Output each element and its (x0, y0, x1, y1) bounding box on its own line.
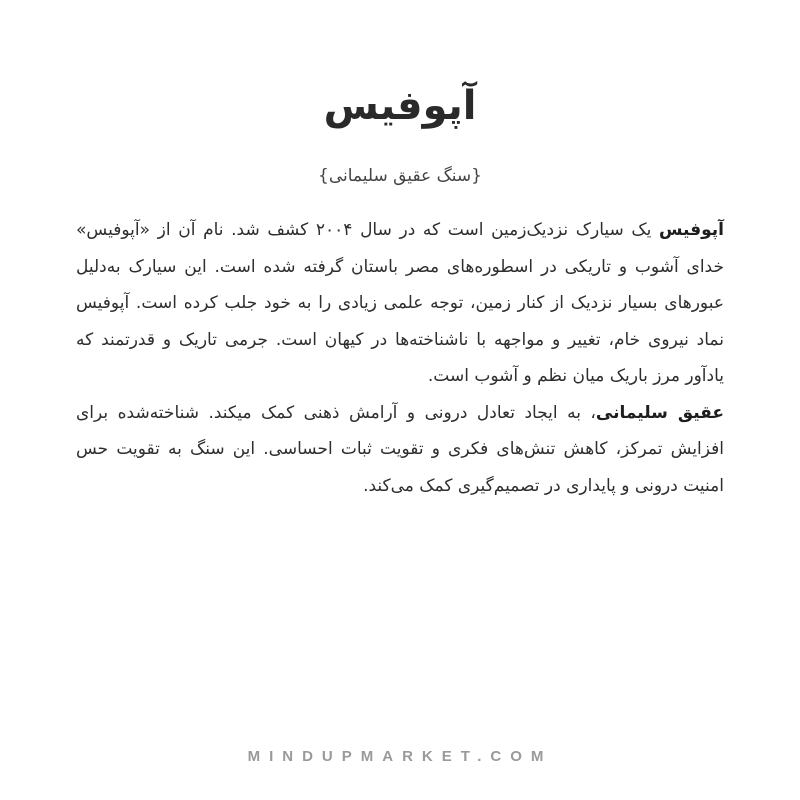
page-title: آپوفیس (323, 83, 477, 129)
paragraph-lead-apophis: آپوفیس (659, 220, 724, 240)
footer-website: MINDUPMARKET.COM (247, 748, 553, 765)
paragraph-agate (76, 395, 724, 505)
paragraph-lead-agate: عقیق سلیمانی (595, 402, 724, 423)
article-body (76, 212, 724, 504)
page-subtitle: {سنگ عقیق سلیمانی} (318, 166, 482, 186)
paragraph-text-apophis: یک سیارک نزدیک‌زمین است که در سال ۲۰۰۴ کشف شد. نام آن از «آپوفیس» خدای آشوب و تاریکی در اسطوره‌های مصر باستان گرفته شده است. این سیارک به‌دلیل عبورهای بسیار نزدیک از کنار زمین، توجه علمی زیادی را به خود جلب کرده است. آپوفیس نماد نیروی خام، تغییر و مواجهه با ناشناخته‌ها در کیهان است. جرمی تاریک و قدرتمند که یادآور مرز باریک میان نظم و آشوب است. (76, 220, 724, 386)
paragraph-apophis (76, 212, 724, 395)
paragraph-text-agate: ، به ایجاد تعادل درونی و آرامش ذهنی کمک میکند. شناخته‌شده برای افزایش تمرکز، کاهش تنش‌های فکری و تقویت ثبات احساسی. این سنگ به تقویت حس امنیت درونی و پایداری در تصمیم‌گیری کمک می‌کند. (76, 402, 724, 496)
